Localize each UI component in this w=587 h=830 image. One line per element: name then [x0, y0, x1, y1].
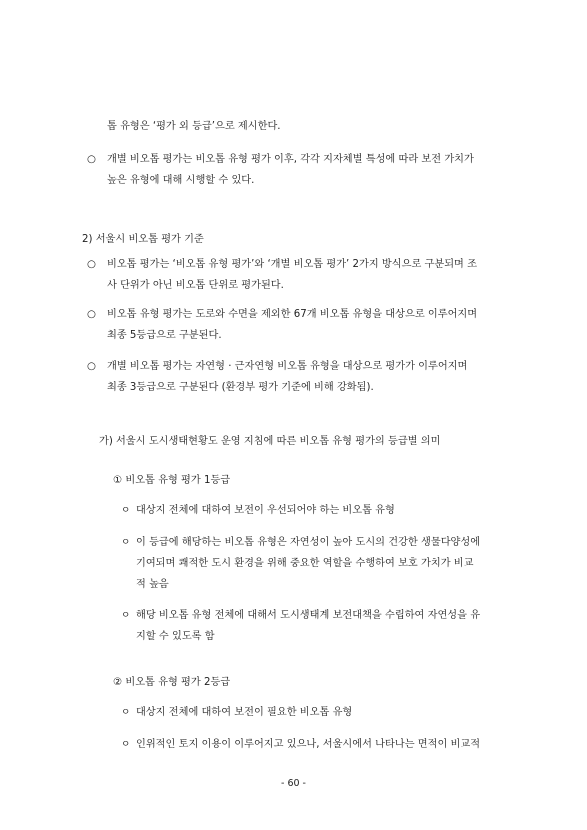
text-line: 최종 3등급으로 구분된다 (환경부 평가 기준에 비해 강화됨).: [107, 382, 374, 393]
text-line: 사 단위가 아닌 비오톱 단위로 평가된다.: [107, 280, 284, 291]
subsection-heading: 가) 서울시 도시생태현황도 운영 지침에 따른 비오톱 유형 평가의 등급별 의미: [99, 436, 441, 447]
section-heading: 2) 서울시 비오톱 평가 기준: [82, 234, 204, 245]
bullet-circle: ○: [87, 309, 96, 320]
text-line: 비오톱 평가는 ‘비오톱 유형 평가’와 ‘개별 비오톱 평가’ 2가지 방식으로 구분되며 조: [107, 259, 477, 270]
text-line: 톱 유형은 ‘평가 외 등급’으로 제시한다.: [107, 121, 281, 132]
text-line: 기여되며 쾌적한 도시 환경을 위해 중요한 역할을 수행하여 보호 가치가 비교: [136, 558, 474, 569]
page-number: - 60 -: [281, 778, 306, 789]
text-line: 최종 5등급으로 구분된다.: [107, 330, 222, 341]
bullet-circle: ○: [87, 361, 96, 372]
bullet-small: ㅇ: [121, 537, 131, 548]
bullet-circle: ○: [87, 259, 96, 270]
bullet-small: ㅇ: [121, 610, 131, 621]
text-line: 이 등급에 해당하는 비오톱 유형은 자연성이 높아 도시의 건강한 생물다양성에: [136, 537, 481, 548]
text-line: 대상지 전체에 대하여 보전이 우선되어야 하는 비오톱 유형: [136, 505, 395, 516]
text-line: 해당 비오톱 유형 전체에 대해서 도시생태계 보전대책을 수립하여 자연성을 유: [136, 610, 481, 621]
grade-heading: ② 비오톱 유형 평가 2등급: [113, 677, 231, 688]
text-line: 개별 비오톱 평가는 비오톱 유형 평가 이후, 각각 지자체별 특성에 따라 보전 가치가: [107, 154, 474, 165]
text-line: 인위적인 토지 이용이 이루어지고 있으나, 서울시에서 나타나는 면적이 비교적: [136, 739, 481, 750]
text-line: 적 높음: [136, 579, 169, 590]
text-line: 대상지 전체에 대하여 보전이 필요한 비오톱 유형: [136, 707, 353, 718]
bullet-small: ㅇ: [121, 505, 131, 516]
grade-heading: ① 비오톱 유형 평가 1등급: [113, 475, 231, 486]
text-line: 비오톱 유형 평가는 도로와 수면을 제외한 67개 비오톱 유형을 대상으로 이루어지며: [107, 309, 478, 320]
bullet-circle: ○: [87, 154, 96, 165]
bullet-small: ㅇ: [121, 707, 131, 718]
text-line: 개별 비오톱 평가는 자연형 · 근자연형 비오톱 유형을 대상으로 평가가 이루어지며: [107, 361, 468, 372]
bullet-small: ㅇ: [121, 739, 131, 750]
text-line: 높은 유형에 대해 시행할 수 있다.: [107, 175, 255, 186]
text-line: 지할 수 있도록 함: [136, 631, 215, 642]
